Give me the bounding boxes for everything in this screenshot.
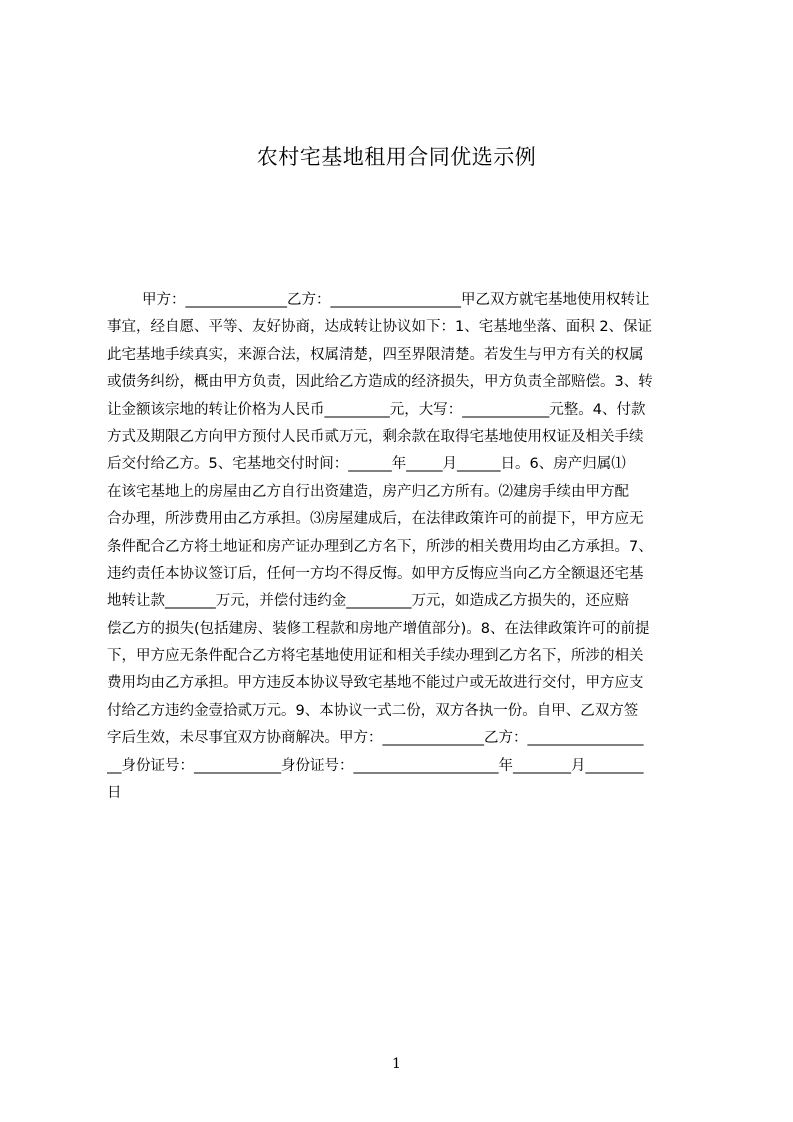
body-line: 甲方：______________乙方：__________________甲乙双方就宅基地使用权转让	[142, 292, 650, 308]
body-line: 付给乙方违约金壹拾贰万元。9、本协议一式二份，双方各执一份。自甲、乙双方签	[107, 702, 639, 719]
body-line: 合办理，所涉费用由乙方承担。⑶房屋建成后，在法律政策许可的前提下，甲方应无	[107, 511, 644, 528]
body-line: 事宜，经自愿、平等、友好协商，达成转让协议如下：1、宅基地坐落、面积 2、保证	[107, 319, 653, 336]
body-line: 费用均由乙方承担。甲方违反本协议导致宅基地不能过户或无故进行交付，甲方应支	[107, 675, 644, 692]
body-line: 方式及期限乙方向甲方预付人民币贰万元，剩余款在取得宅基地使用权证及相关手续	[107, 428, 644, 445]
body-line: 让金额该宗地的转让价格为人民币_________元，大写：____________元整。4、付款	[107, 401, 646, 418]
body-line: 下，甲方应无条件配合乙方将宅基地使用证和相关手续办理到乙方名下，所涉的相关	[107, 648, 644, 665]
body-line: 偿乙方的损失(包括建房、装修工程款和房地产增值部分)。8、在法律政策许可的前提	[107, 620, 650, 637]
body-line: __身份证号：____________身份证号：____________________年________月________	[107, 757, 644, 774]
body-line: 字后生效，未尽事宜双方协商解决。甲方：______________乙方：________________	[107, 730, 644, 747]
document-title: 农村宅基地租用合同优选示例	[256, 145, 537, 169]
body-line: 条件配合乙方将土地证和房产证办理到乙方名下，所涉的相关费用均由乙方承担。7、	[107, 538, 653, 555]
body-line: 日	[107, 785, 122, 802]
body-line: 地转让款_______万元，并偿付违约金_________万元，如造成乙方损失的，还应赔	[107, 593, 629, 610]
body-line: 此宅基地手续真实，来源合法，权属清楚，四至界限清楚。若发生与甲方有关的权属	[107, 346, 644, 363]
page-number: 1	[392, 1056, 401, 1072]
contract-body	[107, 287, 704, 807]
body-line: 或债务纠纷，概由甲方负责，因此给乙方造成的经济损失，甲方负责全部赔偿。3、转	[107, 374, 653, 391]
body-line: 违约责任本协议签订后，任何一方均不得反悔。如甲方反悔应当向乙方全额退还宅基	[107, 565, 644, 582]
body-line: 在该宅基地上的房屋由乙方自行出资建造，房产归乙方所有。⑵建房手续由甲方配	[107, 483, 629, 500]
body-line: 后交付给乙方。5、宅基地交付时间：______年_____月______日。6、房产归属⑴	[107, 456, 626, 473]
